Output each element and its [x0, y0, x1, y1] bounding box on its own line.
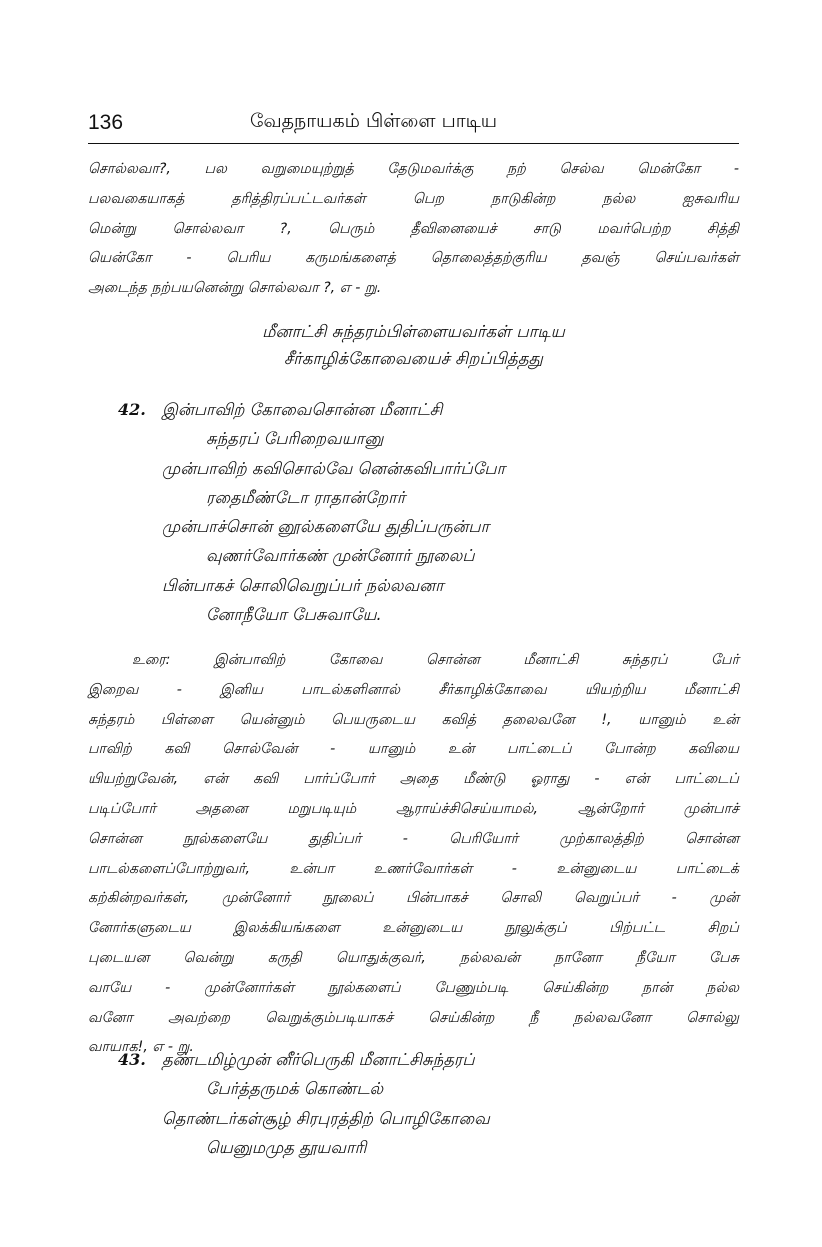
commentary-line: படிப்போர் அதனை மறுபடியும் ஆராய்ச்சிசெய்யாமல், ஆன்றோர் முன்பாச்: [88, 800, 739, 817]
verse-number: 42.: [118, 400, 146, 419]
verse-line: இன்பாவிற் கோவைசொன்ன மீனாட்சி: [162, 400, 443, 419]
commentary-line: உரை: இன்பாவிற் கோவை சொன்ன மீனாட்சி சுந்தரப் பேர்: [132, 652, 739, 668]
verse-43: [118, 1045, 490, 1162]
verse-number: 43.: [118, 1050, 146, 1069]
commentary-line: னோர்களுடைய இலக்கியங்களை உன்னுடைய நூலுக்குப் பிற்பட்ட சிறப்: [88, 920, 739, 937]
paragraph-line: பலவகையாகத் தரித்திரப்பட்டவர்கள் பெற நாடுகின்ற நல்ல ஐசுவரிய: [88, 190, 739, 207]
section-heading-line: சீர்காழிக்கோவையைச் சிறப்பித்தது: [284, 349, 543, 368]
commentary-line: சொன்ன நூல்களையே துதிப்பர் - பெரியோர் முற்காலத்திற் சொன்ன: [88, 830, 739, 847]
commentary-line: புடையன வென்று கருதி யொதுக்குவர், நல்லவன் நானோ நீயோ பேசு: [88, 949, 739, 966]
commentary-line: கற்கின்றவர்கள், முன்னோர் நூலைப் பின்பாகச் சொலி வெறுப்பர் - முன்: [88, 890, 739, 907]
top-paragraph: [88, 155, 739, 304]
section-heading: [88, 318, 739, 372]
verse-line: யெனுமமுத தூயவாரி: [206, 1137, 367, 1157]
commentary-line: இறைவ - இனிய பாடல்களினால் சீர்காழிக்கோவை யியற்றிய மீனாட்சி: [88, 681, 739, 698]
verse-line: பேர்த்தருமக் கொண்டல்: [206, 1079, 384, 1099]
section-heading-line: மீனாட்சி சுந்தரம்பிள்ளையவர்கள் பாடிய: [262, 322, 565, 341]
verse-line: முன்பாச்சொன் னூல்களையே துதிப்பருன்பா: [162, 517, 490, 537]
commentary-line: வாயே - முன்னோர்கள் நூல்களைப் பேணும்படி செய்கின்ற நான் நல்ல: [88, 979, 739, 996]
header-rule: [88, 143, 739, 144]
paragraph-line: அடைந்த நற்பயனென்று சொல்லவா ?, எ - று.: [88, 280, 382, 297]
verse-line: தொண்டர்கள்சூழ் சிரபுரத்திற் பொழிகோவை: [162, 1108, 490, 1128]
commentary-line: வனோ அவற்றை வெறுக்கும்படியாகச் செய்கின்ற நீ நல்லவனோ சொல்லு: [88, 1009, 739, 1026]
commentary-line: யியற்றுவேன், என் கவி பார்ப்போர் அதை மீண்டு ஓராது - என் பாட்டைப்: [88, 771, 739, 788]
verse-line: ரதைமீண்டோ ராதான்றோர்: [206, 487, 406, 507]
verse-line: பின்பாகச் சொலிவெறுப்பர் நல்லவனா: [162, 575, 444, 595]
commentary-line: வாயாக!, எ - று.: [88, 1039, 194, 1056]
commentary-line: பாவிற் கவி சொல்வேன் - யானும் உன் பாட்டைப் போன்ற கவியை: [88, 741, 739, 758]
verse-line: னோநீயோ பேசுவாயே.: [206, 605, 382, 625]
commentary: [88, 646, 739, 1063]
paragraph-line: யென்கோ - பெரிய கருமங்களைத் தொலைத்தற்குரிய தவஞ் செய்பவர்கள்: [88, 250, 739, 267]
running-title: வேதநாயகம் பிள்ளை பாடிய: [250, 110, 498, 132]
verse-line: தண்டமிழ்முன் னீர்பெருகி மீனாட்சிசுந்தரப்: [162, 1050, 475, 1069]
verse-42: [118, 395, 505, 629]
commentary-line: பாடல்களைப்போற்றுவர், உன்பா உணர்வோர்கள் - உன்னுடைய பாட்டைக்: [88, 860, 739, 877]
verse-line: முன்பாவிற் கவிசொல்வே னென்கவிபார்ப்போ: [162, 458, 506, 478]
verse-line: சுந்தரப் பேரிறைவயானு: [206, 429, 384, 449]
paragraph-line: மென்று சொல்லவா ?, பெரும் தீவினையைச் சாடு மவர்பெற்ற சித்தி: [88, 220, 739, 237]
commentary-line: சுந்தரம் பிள்ளை யென்னும் பெயருடைய கவித் தலைவனே !, யானும் உன்: [88, 711, 739, 728]
paragraph-line: சொல்லவா?, பல வறுமையுற்றுத் தேடுமவர்க்கு நற் செல்வ மென்கோ -: [88, 161, 739, 177]
page-number: 136: [88, 111, 124, 134]
verse-line: வுணர்வோர்கண் முன்னோர் நூலைப்: [206, 546, 475, 566]
